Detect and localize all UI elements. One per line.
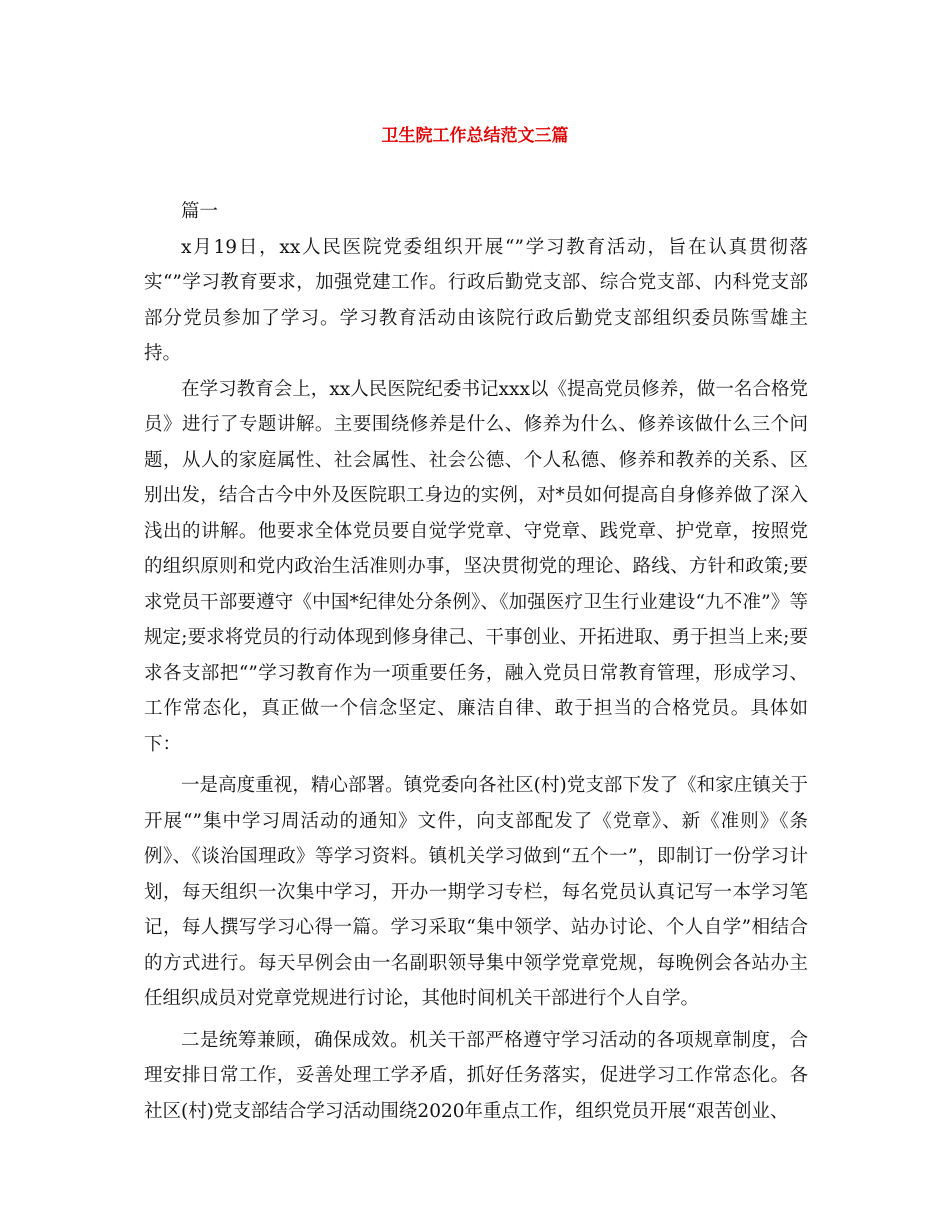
paragraph-1: x月19日，xx人民医院党委组织开展“”学习教育活动，旨在认真贯彻落实“”学习教育要求，加强党建工作。行政后勤党支部、综合党支部、内科党支部部分党员参加了学习。学习教育活动由该院行政后勤党支部组织委员陈雪雄主持。 xyxy=(144,236,808,364)
section-heading: 篇一 xyxy=(181,201,219,222)
paragraph-2: 在学习教育会上，xx人民医院纪委书记xxx以《提高党员修养，做一名合格党员》进行了专题讲解。主要围绕修养是什么、修养为什么、修养该做什么三个问题，从人的家庭属性、社会属性、社会公德、个人私德、修养和教养的关系、区别出发，结合古今中外及医院职工身边的实例，对*员如何提高自身修养做了深入浅出的讲解。他要求全体党员要自觉学党章、守党章、践党章、护党章，按照党的组织原则和党内政治生活准则办事，坚决贯彻党的理论、路线、方针和政策;要求党员干部要遵守《中国*纪律处分条例》、《加强医疗卫生行业建设“九不准”》等规定;要求将党员的行动体现到修身律己、干事创业、开拓进取、勇于担当上来;要求各支部把“”学习教育作为一项重要任务，融入党员日常教育管理，形成学习、工作常态化，真正做一个信念坚定、廉洁自律、敢于担当的合格党员。具体如下： xyxy=(144,378,808,755)
document-title: 卫生院工作总结范文三篇 xyxy=(381,126,569,146)
paragraph-4: 二是统筹兼顾，确保成效。机关干部严格遵守学习活动的各项规章制度，合理安排日常工作，妥善处理工学矛盾，抓好任务落实，促进学习工作常态化。各社区(村)党支部结合学习活动围绕2020年重点工作，组织党员开展“艰苦创业、 xyxy=(144,1029,808,1122)
document-body xyxy=(144,194,808,1129)
paragraph-3: 一是高度重视，精心部署。镇党委向各社区(村)党支部下发了《和家庄镇关于开展“”集中学习周活动的通知》文件，向支部配发了《党章》、新《准则》《条例》、《谈治国理政》等学习资料。镇机关学习做到“五个一”，即制订一份学习计划，每天组织一次集中学习，开办一期学习专栏，每名党员认真记写一本学习笔记，每人撰写学习心得一篇。学习采取“集中领学、站办讨论、个人自学”相结合的方式进行。每天早例会由一名副职领导集中领学党章党规，每晚例会各站办主任组织成员对党章党规进行讨论，其他时间机关干部进行个人自学。 xyxy=(144,775,808,1009)
